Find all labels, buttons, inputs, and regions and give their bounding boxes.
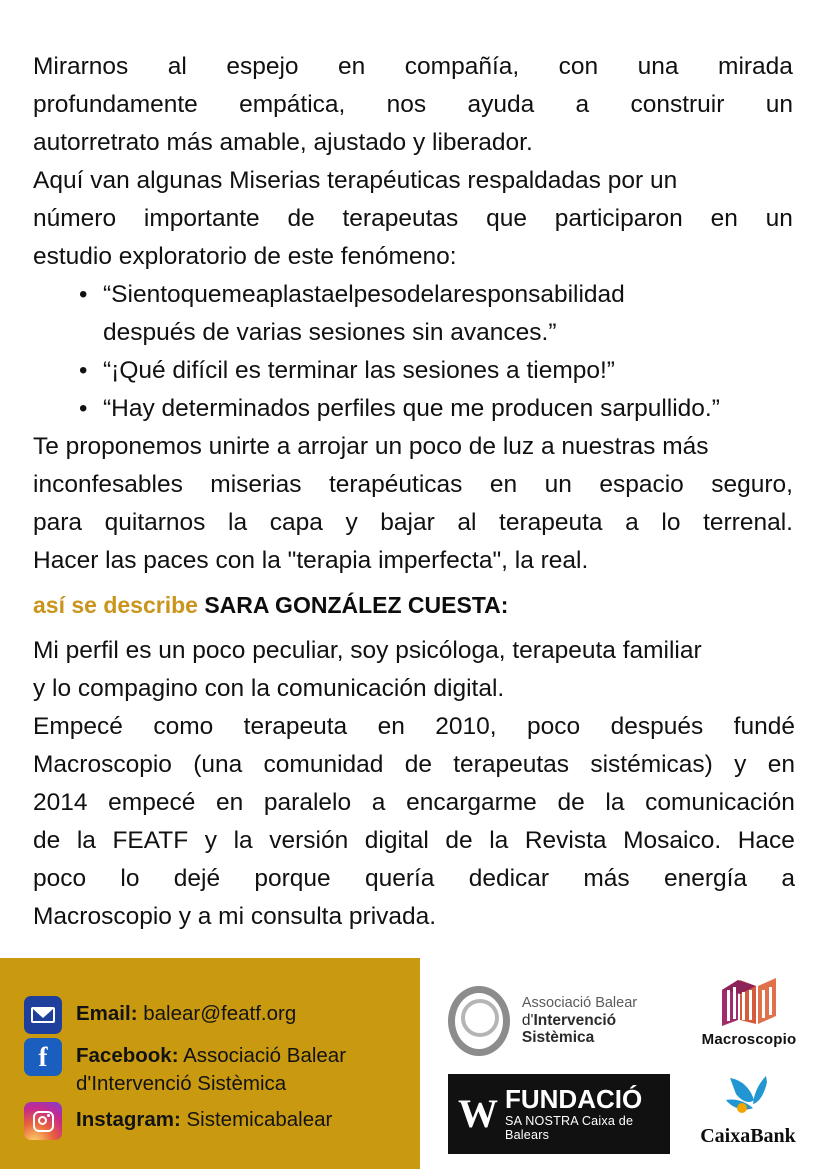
profile-line xyxy=(33,670,795,708)
word: con xyxy=(558,53,599,80)
contact-instagram-text xyxy=(76,1102,332,1134)
intro-line-text: estudio exploratorio de este fenómeno: xyxy=(33,243,457,270)
closing-line xyxy=(33,504,793,542)
word: porque xyxy=(254,865,331,892)
word: número xyxy=(33,205,117,232)
fundacio-mark-icon: W xyxy=(458,1091,496,1136)
word: mirada xyxy=(718,53,793,80)
closing-line xyxy=(33,428,793,466)
word: la xyxy=(489,827,509,854)
word: de xyxy=(406,281,435,308)
contact-email-text xyxy=(76,996,296,1028)
word: empática, xyxy=(239,91,346,118)
profile-line xyxy=(33,632,795,670)
word: ayuda xyxy=(467,91,535,118)
word: lo xyxy=(120,865,140,892)
word: nos xyxy=(386,91,427,118)
contact-email-value[interactable]: balear@featf.org xyxy=(137,1002,297,1025)
profile-line-text: y lo compagino con la comunicación digital. xyxy=(33,675,505,702)
word: que xyxy=(180,281,222,308)
word: en xyxy=(710,205,738,232)
quote-line xyxy=(103,314,793,352)
profile-line-text: Macroscopio y a mi consulta privada. xyxy=(33,903,437,930)
contact-facebook-label: Facebook: xyxy=(76,1044,179,1067)
word: para xyxy=(33,509,83,536)
word: dejé xyxy=(173,865,221,892)
word: inconfesables xyxy=(33,471,183,498)
intro-line xyxy=(33,162,793,200)
fundacio-text xyxy=(505,1086,670,1141)
word: de xyxy=(287,205,315,232)
word: de xyxy=(557,789,585,816)
profile-line xyxy=(33,860,795,898)
fundacio-title: FUNDACIÓ xyxy=(505,1084,643,1115)
heading-person-name: SARA GONZÁLEZ CUESTA: xyxy=(204,592,509,618)
quote-line xyxy=(103,390,793,428)
word: de xyxy=(404,751,432,778)
word: comunidad xyxy=(263,751,384,778)
word: dedicar xyxy=(468,865,550,892)
caixabank-star-icon xyxy=(694,1070,802,1125)
word: seguro, xyxy=(711,471,793,498)
word: terrenal. xyxy=(703,509,793,536)
word: al xyxy=(167,53,187,80)
logo-macroscopio xyxy=(690,972,808,1068)
word: digital xyxy=(364,827,429,854)
profile-text xyxy=(33,632,795,936)
intro-line-text: autorretrato más amable, ajustado y liberador. xyxy=(33,129,533,156)
profile-line xyxy=(33,746,795,784)
word: más xyxy=(583,865,630,892)
word: participaron xyxy=(554,205,683,232)
word: en xyxy=(489,471,518,498)
word: encargarme xyxy=(406,789,537,816)
word: terapeutas xyxy=(453,751,570,778)
word: peso xyxy=(353,281,407,308)
facebook-icon[interactable]: f xyxy=(24,1038,62,1076)
word: espejo xyxy=(226,53,299,80)
contact-instagram-label: Instagram: xyxy=(76,1108,181,1131)
word: Revista xyxy=(524,827,607,854)
word: a xyxy=(575,91,590,118)
profile-line xyxy=(33,898,795,936)
word: de xyxy=(445,827,473,854)
word: construir xyxy=(630,91,725,118)
word: a xyxy=(625,509,639,536)
word: terapéuticas xyxy=(328,471,463,498)
macroscopio-mark-icon xyxy=(716,976,782,1028)
quote-line-text: “Hay determinados perfiles que me producen sarpullido.” xyxy=(103,395,720,422)
logo-fundacio-sa-nostra xyxy=(448,1074,670,1154)
word: me xyxy=(221,281,256,308)
word: quería xyxy=(364,865,435,892)
ring-icon xyxy=(448,986,510,1056)
logo-associacio-balear xyxy=(440,980,668,1062)
word: el xyxy=(334,281,354,308)
word: Mosaico. xyxy=(623,827,722,854)
word: paralelo xyxy=(263,789,352,816)
word: de xyxy=(33,827,61,854)
contact-email-label: Email: xyxy=(76,1002,138,1025)
word: como xyxy=(153,713,214,740)
abis-logo-text xyxy=(522,995,668,1047)
word: y xyxy=(734,751,747,778)
word: un xyxy=(544,471,572,498)
word: en xyxy=(216,789,244,816)
word: poco xyxy=(33,865,87,892)
fundacio-subtitle: SA NOSTRA Caixa de Balears xyxy=(505,1113,634,1142)
closing-line-text: Te proponemos unirte a arrojar un poco de luz a nuestras más xyxy=(33,433,709,460)
word: después xyxy=(610,713,704,740)
word: empecé xyxy=(108,789,196,816)
profile-line xyxy=(33,708,795,746)
word: aplasta xyxy=(255,281,335,308)
word: responsabilidad xyxy=(453,281,625,308)
heading-lead: así se describe xyxy=(33,592,205,618)
word: Macroscopio xyxy=(33,751,172,778)
intro-line xyxy=(33,124,793,162)
instagram-icon[interactable] xyxy=(24,1102,62,1140)
abis-line2 xyxy=(522,1012,668,1048)
intro-line xyxy=(33,200,793,238)
word: y xyxy=(204,827,218,854)
word: a xyxy=(781,865,795,892)
word: energía xyxy=(663,865,748,892)
word: en xyxy=(338,53,366,80)
email-icon[interactable] xyxy=(24,996,62,1034)
list-item xyxy=(79,390,793,428)
contact-row-facebook xyxy=(24,1038,414,1098)
word: 2014 xyxy=(33,789,88,816)
word: comunicación xyxy=(645,789,795,816)
word: Mirarnos xyxy=(33,53,129,80)
closing-line xyxy=(33,542,793,580)
word: compañía, xyxy=(404,53,520,80)
word: terapeuta xyxy=(499,509,603,536)
quote-line xyxy=(103,276,793,314)
list-item xyxy=(79,276,793,352)
abis-line1: Associació Balear xyxy=(521,994,638,1011)
word: (una xyxy=(193,751,243,778)
section-heading xyxy=(33,588,793,622)
word: la xyxy=(76,827,96,854)
profile-line xyxy=(33,784,795,822)
quote-line-text: después de varias sesiones sin avances.” xyxy=(103,319,557,346)
word: en xyxy=(767,751,795,778)
quote-line-text: “¡Qué difícil es terminar las sesiones a tiempo!” xyxy=(103,357,615,384)
word: fundé xyxy=(733,713,795,740)
therapeutic-miseries-quote-list xyxy=(33,276,793,428)
word: importante xyxy=(143,205,260,232)
macroscopio-label: Macroscopio xyxy=(701,1031,797,1048)
word: capa xyxy=(269,509,323,536)
contact-list xyxy=(24,996,414,1144)
quote-line xyxy=(103,352,793,390)
word: la xyxy=(434,281,454,308)
word: una xyxy=(637,53,679,80)
abis-line2-bold: Intervenció Sistèmica xyxy=(521,1011,617,1047)
main-body-text xyxy=(33,48,793,580)
word: 2010, xyxy=(435,713,497,740)
word: Empecé xyxy=(33,713,123,740)
contact-facebook-text xyxy=(76,1038,414,1098)
word: profundamente xyxy=(33,91,198,118)
contact-facebook-value[interactable]: Associació Balear d'Intervenció Sistèmica xyxy=(76,1044,347,1095)
footer-contact-panel xyxy=(0,958,420,1169)
word: un xyxy=(765,91,793,118)
word: en xyxy=(377,713,405,740)
footer xyxy=(0,958,826,1169)
word: la xyxy=(605,789,625,816)
intro-line xyxy=(33,238,793,276)
closing-line xyxy=(33,466,793,504)
word: la xyxy=(228,509,248,536)
word: espacio xyxy=(599,471,684,498)
word: la xyxy=(233,827,253,854)
intro-line xyxy=(33,48,793,86)
contact-instagram-value[interactable]: Sistemicabalear xyxy=(180,1108,333,1131)
profile-line-text: Mi perfil es un poco peculiar, soy psicóloga, terapeuta familiar xyxy=(33,637,702,664)
word: y xyxy=(345,509,358,536)
word: terapeuta xyxy=(243,713,348,740)
word: que xyxy=(486,205,527,232)
word: al xyxy=(457,509,477,536)
word: poco xyxy=(527,713,581,740)
logo-caixabank xyxy=(694,1070,802,1158)
word: bajar xyxy=(380,509,435,536)
profile-line xyxy=(33,822,795,860)
word: FEATF xyxy=(112,827,189,854)
word: miserias xyxy=(210,471,302,498)
word: un xyxy=(765,205,793,232)
word: Hace xyxy=(737,827,795,854)
word: a xyxy=(371,789,386,816)
word: sistémicas) xyxy=(590,751,713,778)
word: “Siento xyxy=(103,281,181,308)
word: lo xyxy=(661,509,681,536)
abis-line2-prefix: d' xyxy=(521,1011,534,1029)
word: versión xyxy=(269,827,349,854)
closing-line-text: Hacer las paces con la "terapia imperfecta", la real. xyxy=(33,547,589,574)
contact-row-email xyxy=(24,996,414,1034)
list-item xyxy=(79,352,793,390)
word: terapeutas xyxy=(342,205,459,232)
caixabank-label: CaixaBank xyxy=(700,1125,796,1147)
intro-line-text: Aquí van algunas Miserias terapéuticas respaldadas por un xyxy=(33,167,678,194)
word: quitarnos xyxy=(104,509,206,536)
intro-line xyxy=(33,86,793,124)
contact-row-instagram xyxy=(24,1102,414,1140)
